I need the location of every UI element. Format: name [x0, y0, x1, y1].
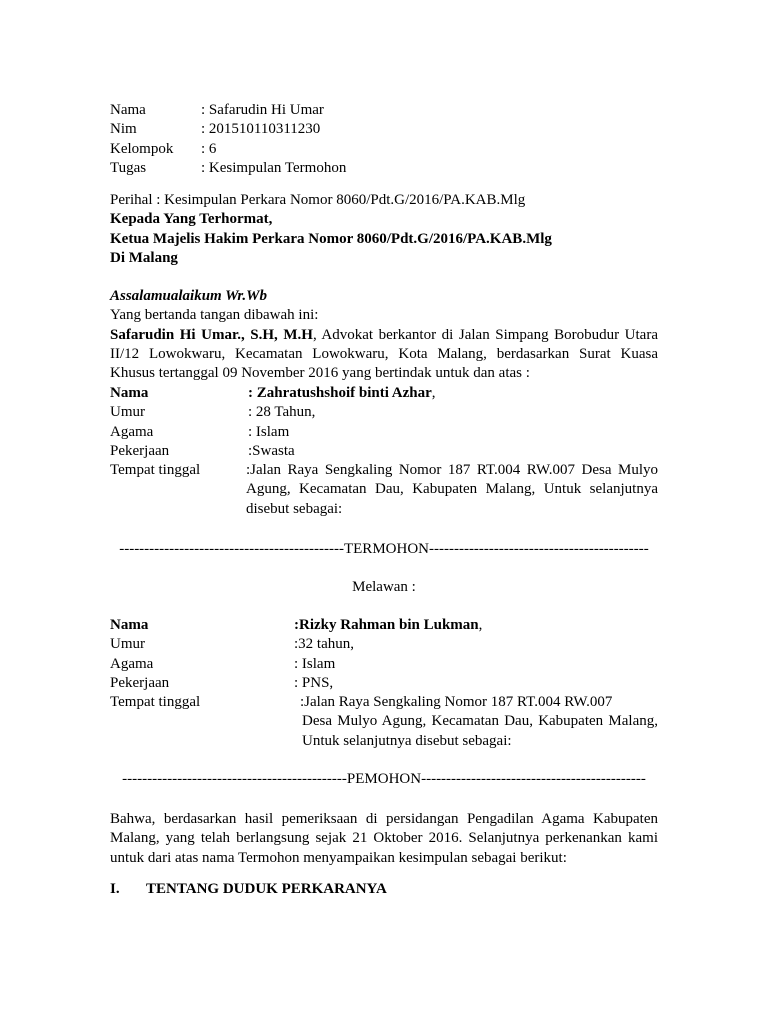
- field-value-first-line: :Jalan Raya Sengkaling Nomor 187 RT.004 RW.007: [300, 694, 613, 711]
- opening: [110, 287, 658, 383]
- info-row-kelompok: [110, 140, 658, 159]
- info-value: : 201510110311230: [201, 121, 321, 138]
- body-paragraph: Bahwa, berdasarkan hasil pemeriksaan di persidangan Pengadilan Agama Kabupaten Malang, yang telah berlangsung sejak 21 Oktober 2016. Selanjutnya perkenankan kami untuk dari atas nama Termohon menyampaikan kesimpulan sebagai berikut:: [110, 811, 658, 866]
- info-value: : 6: [201, 140, 217, 157]
- intro-line: Yang bertanda tangan dibawah ini:: [110, 307, 319, 324]
- info-label: Nama: [110, 102, 146, 118]
- pemohon-identity: [110, 616, 658, 751]
- termohon-name: : Zahratushshoif binti Azhar: [248, 385, 432, 401]
- termohon-row-nama: [110, 384, 658, 403]
- info-value: : Kesimpulan Termohon: [201, 159, 347, 176]
- advocate-name: Safarudin Hi Umar., S.H, M.H: [110, 326, 313, 343]
- field-label: Pekerjaan: [110, 442, 170, 459]
- field-value: : PNS,: [294, 674, 334, 691]
- addressee-line-3: Di Malang: [110, 249, 178, 266]
- info-label: Kelompok: [110, 140, 174, 157]
- field-value: : Islam: [248, 423, 290, 440]
- pemohon-row-nama: [110, 616, 658, 635]
- field-value: :32 tahun,: [294, 636, 354, 653]
- info-row-nama: [110, 101, 658, 120]
- greeting: Assalamualaikum Wr.Wb: [110, 288, 268, 304]
- info-row-nim: [110, 120, 658, 139]
- section-title: TENTANG DUDUK PERKARANYA: [146, 881, 387, 897]
- termohon-row-tempat: [110, 461, 658, 519]
- field-label: Nama: [110, 617, 149, 633]
- pemohon-name: :Rizky Rahman bin Lukman: [294, 617, 479, 633]
- name-suffix: ,: [431, 385, 436, 401]
- termohon-row-agama: [110, 423, 658, 442]
- field-value-continuation: Desa Mulyo Agung, Kecamatan Dau, Kabupaten Malang, Untuk selanjutnya disebut sebagai:: [302, 713, 658, 749]
- field-label: Nama: [110, 385, 149, 401]
- pemohon-row-tempat: [110, 693, 658, 712]
- melawan-heading: Melawan :: [352, 579, 416, 595]
- field-label: Tempat tinggal: [110, 694, 201, 711]
- letter-header: [110, 191, 658, 268]
- field-label: Agama: [110, 655, 154, 672]
- advocate-details: , Advokat berkantor di Jalan Simpang Borobudur Utara II/12 Lowokwaru, Kecamatan Lowokwaru, Kota Malang, berdasarkan Surat Kuasa Khusus tertanggal 09 November 2016 yang bertindak untuk dan atas :: [110, 326, 658, 382]
- student-info: [110, 101, 658, 178]
- info-value: : Safarudin Hi Umar: [201, 102, 324, 118]
- advocate-paragraph: [110, 326, 658, 384]
- field-label: Pekerjaan: [110, 674, 170, 691]
- addressee-line-2: Ketua Majelis Hakim Perkara Nomor 8060/Pdt.G/2016/PA.KAB.Mlg: [110, 230, 552, 247]
- field-value: :Jalan Raya Sengkaling Nomor 187 RT.004 RW.007 Desa Mulyo Agung, Kecamatan Dau, Kabupaten Malang, Untuk selanjutnya disebut sebagai:: [246, 462, 658, 517]
- field-label: Tempat tinggal: [110, 462, 201, 479]
- info-label: Tugas: [110, 159, 147, 176]
- field-label: Umur: [110, 404, 145, 421]
- name-suffix: ,: [478, 617, 483, 633]
- info-label: Nim: [110, 121, 137, 138]
- pemohon-row-umur: [110, 635, 658, 654]
- pemohon-row-agama: [110, 655, 658, 674]
- addressee-line-1: Kepada Yang Terhormat,: [110, 211, 273, 228]
- termohon-row-pekerjaan: [110, 442, 658, 461]
- perihal-line: Perihal : Kesimpulan Perkara Nomor 8060/Pdt.G/2016/PA.KAB.Mlg: [110, 192, 526, 208]
- info-row-tugas: [110, 159, 658, 178]
- field-value: [294, 616, 482, 635]
- termohon-row-umur: [110, 403, 658, 422]
- section-number: I.: [110, 881, 120, 897]
- field-label: Umur: [110, 636, 145, 653]
- section-heading: [110, 880, 658, 899]
- pemohon-divider: ---------------------------------------------PEMOHON---------------------------------------------: [122, 771, 646, 787]
- field-value: : Islam: [294, 655, 336, 672]
- termohon-divider: ---------------------------------------------TERMOHON--------------------------------------------: [119, 541, 649, 557]
- field-value: :Swasta: [248, 442, 295, 459]
- pemohon-row-pekerjaan: [110, 674, 658, 693]
- field-value: [248, 384, 436, 403]
- termohon-identity: [110, 384, 658, 519]
- field-value: : 28 Tahun,: [248, 404, 316, 421]
- field-label: Agama: [110, 423, 154, 440]
